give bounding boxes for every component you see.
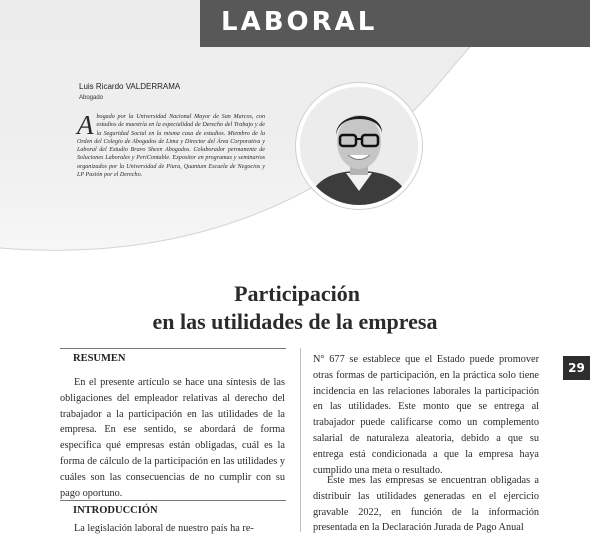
column-divider [300, 348, 301, 532]
author-role: Abogado [79, 95, 104, 101]
introduccion-heading-text: INTRODUCCIÓN [73, 505, 158, 516]
resumen-body [60, 375, 285, 501]
resumen-heading-text: RESUMEN [73, 353, 126, 364]
bio-dropcap: A [77, 110, 94, 140]
bio-text: bogado por la Universidad Nacional Mayor de San Marcos, con estudios de maestría en la especialidad de Derecho del Trabajo y de la Seguridad Social en la misma casa de estudios. Miembro de la Orden del Colegio de Abogados de Lima y Director del Área Corporativa y Laboral del Estudio Bravo Sheen Abogados. Colaborador permanente de Soluciones Laborales y PeriContable. Expositor en programas y seminarios organizados por la Universidad de Piura, Quantum Escuela de Negocios y LP Pasión por el Derecho. [77, 114, 265, 178]
right-column-paragraph-2 [313, 473, 539, 536]
right-column-paragraph-1 [313, 352, 539, 478]
author-name: Luis Ricardo VALDERRAMA [79, 82, 181, 91]
article-title-line2: en las utilidades de la empresa [152, 309, 438, 334]
author-photo [296, 83, 422, 209]
page-number: 29 [563, 356, 590, 380]
introduccion-heading [60, 500, 286, 516]
section-title: LABORAL [221, 7, 378, 37]
resumen-heading [60, 348, 286, 364]
person-avatar-icon [300, 87, 418, 205]
introduccion-paragraph: La legislación laboral de nuestro país ha re- [74, 523, 254, 534]
right-paragraph-2-text: Este mes las empresas se encuentran obligadas a distribuir las utilidades generadas en el ejercicio gravable 2022, en función de la información presentada en la Declaración Jurada de Pago Anual [313, 475, 539, 534]
introduccion-body [60, 521, 285, 537]
article-title-line1: Participación [234, 281, 360, 306]
right-paragraph-1-text: N° 677 se establece que el Estado puede promover otras formas de participación, en la práctica solo tiene incidencia en las relaciones laborales la participación en las utilidades. Este monto que se entrega al trabajador puede calificarse como un complemento salarial de naturaleza aleatoria, debido a que su entrega está condicionada a que la empresa haya cumplido una meta o resultado. [313, 354, 539, 476]
author-bio [77, 110, 265, 179]
resumen-paragraph: En el presente artículo se hace una síntesis de las obligaciones del empleador relativas al derecho del trabajador a la participación en las utilidades de la empresa. En ese sentido, se abordará de forma específica qué empresas están obligadas, cuál es la forma de cálculo de la participación en las utilidades y cuáles son las consecuencias de no cumplir con su pago oportuno. [60, 377, 285, 499]
